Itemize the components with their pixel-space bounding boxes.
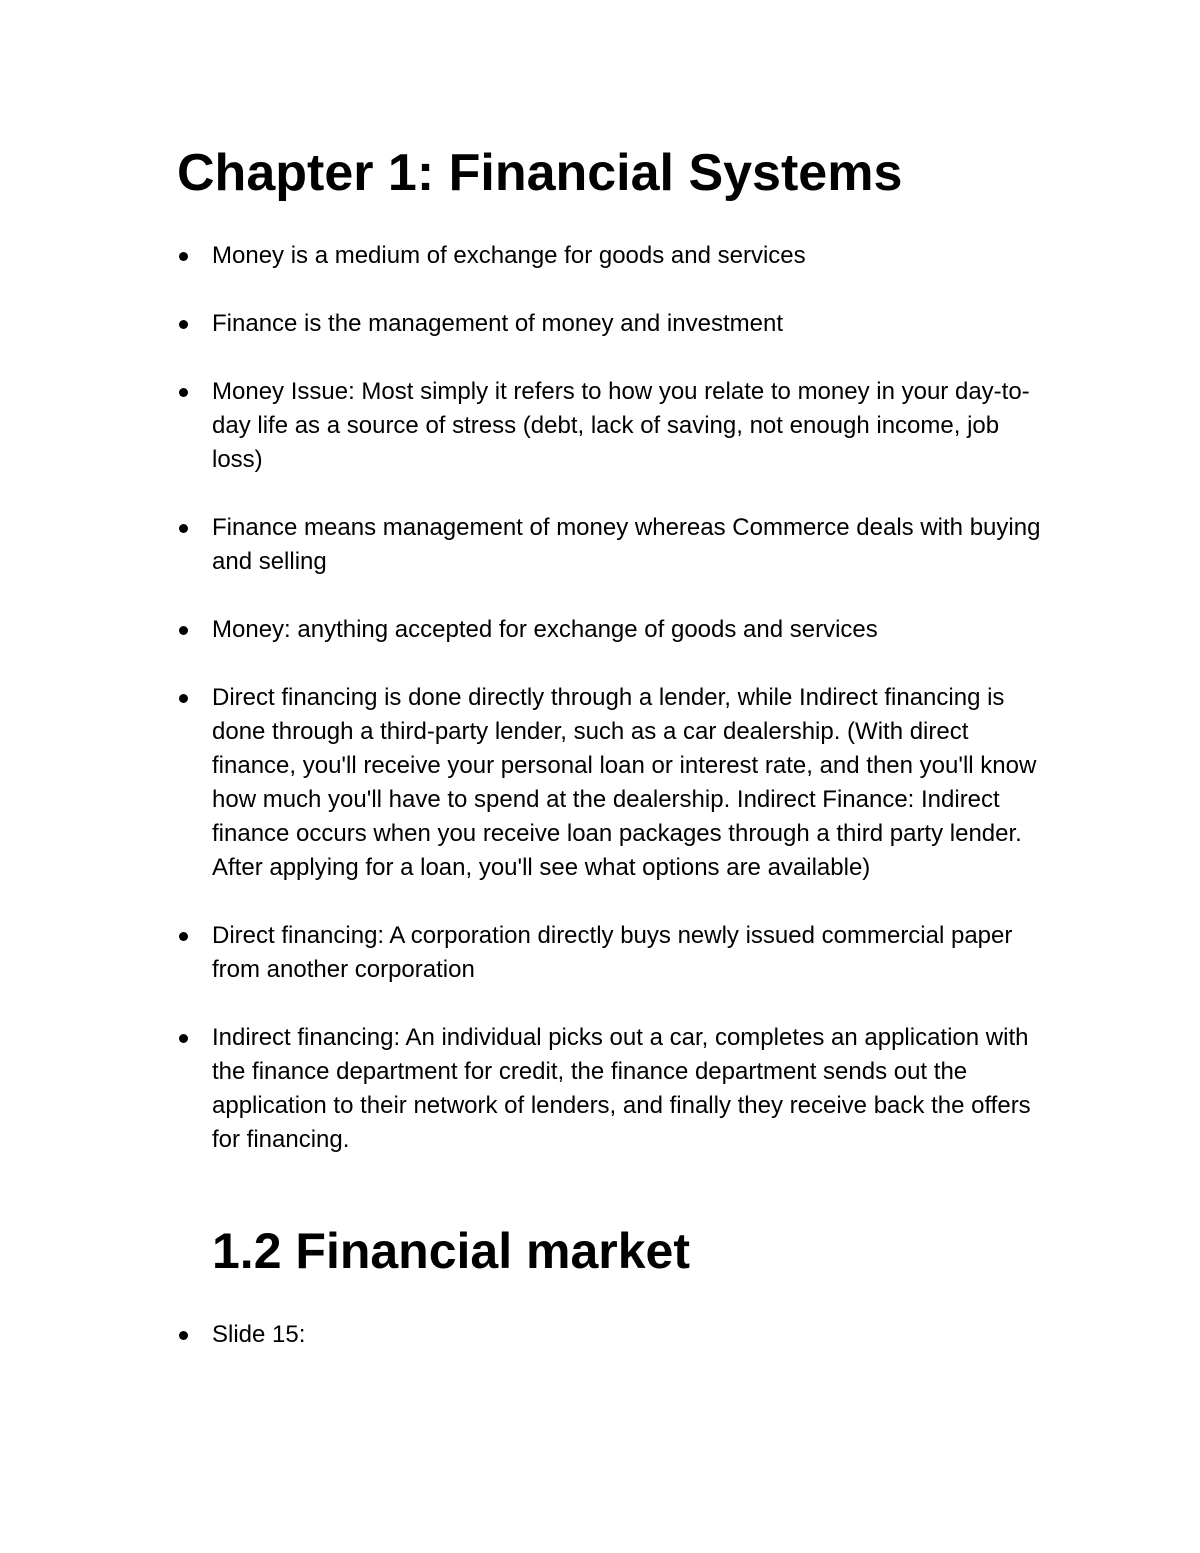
list-item-text: Direct financing: A corporation directly buys newly issued commercial paper from another corporation (212, 922, 1013, 983)
bullet-dot-icon (179, 932, 188, 941)
list-item-text: Finance means management of money whereas Commerce deals with buying and selling (212, 514, 1041, 575)
list-item (0, 307, 1055, 341)
bullet-dot-icon (179, 320, 188, 329)
list-item (0, 239, 1055, 273)
list-item-text: Indirect financing: An individual picks out a car, completes an application with the finance department for credit, the finance department sends out the application to their network of lenders, and finally they receive back the offers for financing. (212, 1024, 1031, 1153)
bullet-dot-icon (179, 694, 188, 703)
list-item-text: Money: anything accepted for exchange of goods and services (212, 616, 878, 643)
list-item-text: Direct financing is done directly through a lender, while Indirect financing is done through a third-party lender, such as a car dealership. (With direct finance, you'll receive your personal loan or interest rate, and then you'll know how much you'll have to spend at the dealership. Indirect Finance: Indirect finance occurs when you receive loan packages through a third party lender. After applying for a loan, you'll see what options are available) (212, 684, 1037, 881)
chapter-bullet-list (0, 239, 1200, 1191)
bullet-dot-icon (179, 1331, 188, 1340)
list-item (0, 1021, 1055, 1157)
section-title: 1.2 Financial market (212, 1223, 691, 1279)
bullet-dot-icon (179, 252, 188, 261)
chapter-title: Chapter 1: Financial Systems (177, 144, 903, 202)
bullet-dot-icon (179, 524, 188, 533)
list-item-text: Finance is the management of money and investment (212, 310, 783, 337)
list-item-text: Money is a medium of exchange for goods and services (212, 242, 806, 269)
bullet-dot-icon (179, 1034, 188, 1043)
list-item (0, 613, 1055, 647)
bullet-dot-icon (179, 388, 188, 397)
list-item (0, 375, 1055, 477)
section-bullet-list (0, 1318, 1200, 1386)
list-item-text: Slide 15: (212, 1321, 306, 1348)
list-item (0, 511, 1055, 579)
list-item (0, 681, 1055, 885)
list-item (0, 919, 1055, 987)
list-item-text: Money Issue: Most simply it refers to how you relate to money in your day-to-day life as a source of stress (debt, lack of saving, not enough income, job loss) (212, 378, 1030, 473)
list-item (0, 1318, 1055, 1352)
bullet-dot-icon (179, 626, 188, 635)
